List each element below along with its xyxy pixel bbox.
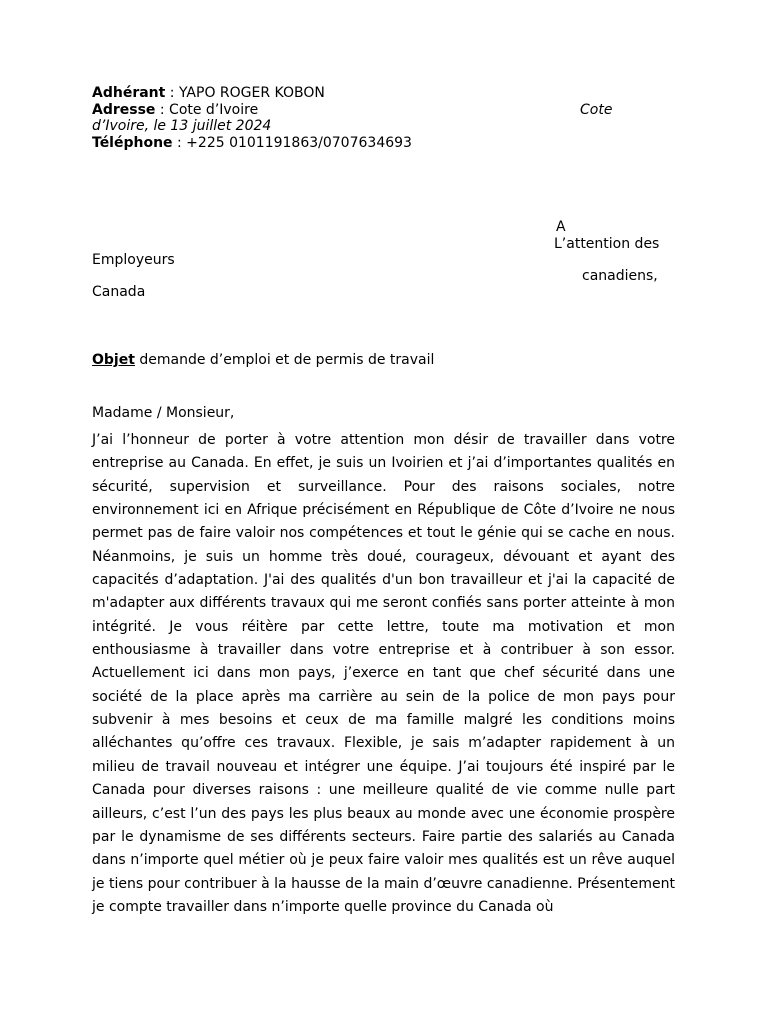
adresse-line [92, 102, 258, 119]
adherant-label: Adhérant [92, 85, 166, 101]
adherant-value: : YAPO ROGER KOBON [165, 85, 325, 101]
date-part-1: Cote [580, 102, 613, 118]
date-part-2: d’Ivoire, le 13 juillet 2024 [92, 118, 272, 134]
adherant-line [92, 85, 325, 102]
recipient-line-canada: Canada [92, 284, 146, 300]
recipient-line-employeurs: Employeurs [92, 252, 175, 268]
recipient-line-canadiens: canadiens, [582, 268, 658, 284]
subject-label: Objet [92, 352, 135, 368]
telephone-value: : +225 0101191863/0707634693 [172, 135, 412, 151]
recipient-line-attention: L’attention des [554, 236, 660, 252]
subject-line [92, 352, 434, 369]
subject-text: demande d’emploi et de permis de travail [134, 352, 435, 368]
salutation: Madame / Monsieur, [92, 405, 235, 421]
body-paragraph: J’ai l’honneur de porter à votre attention mon désir de travailler dans votre entreprise au Canada. En effet, je suis un Ivoirien et j’ai d’importantes qualités en sécurité, supervision et surveillance. Pour des raisons sociales, notre environnement ici en Afrique précisément en République de Côte d’Ivoire ne nous permet pas de faire valoir nos compétences et tout le génie qui se cache en nous. Néanmoins, je suis un homme très doué, courageux, dévouant et ayant des capacités d’adaptation. J'ai des qualités d'un bon travailleur et j'ai la capacité de m'adapter aux différents travaux qui me seront confiés sans porter atteinte à mon intégrité. Je vous réitère par cette lettre, toute ma motivation et mon enthousiasme à travailler dans votre entreprise et à contribuer à son essor. Actuellement ici dans mon pays, j’exerce en tant que chef sécurité dans une société de la place après ma carrière au sein de la police de mon pays pour subvenir à mes besoins et ceux de ma famille malgré les conditions moins alléchantes qu’offre ces travaux. Flexible, je sais m’adapter rapidement à un milieu de travail nouveau et intégrer une équipe. J’ai toujours été inspiré par le Canada pour diverses raisons : une meilleure qualité de vie comme nulle part ailleurs, c’est l’un des pays les plus beaux au monde avec une économie prospère par le dynamisme de ses différents secteurs. Faire partie des salariés au Canada dans n’importe quel métier où je peux faire valoir mes qualités est un rêve auquel je tiens pour contribuer à la hausse de la main d’œuvre canadienne. Présentement je compte travailler dans n’importe quelle province du Canada où [92, 432, 675, 915]
adresse-label: Adresse [92, 102, 156, 118]
adresse-value: : Cote d’Ivoire [155, 102, 259, 118]
telephone-label: Téléphone [92, 135, 173, 151]
telephone-line [92, 135, 412, 152]
recipient-line-a: A [556, 219, 566, 235]
